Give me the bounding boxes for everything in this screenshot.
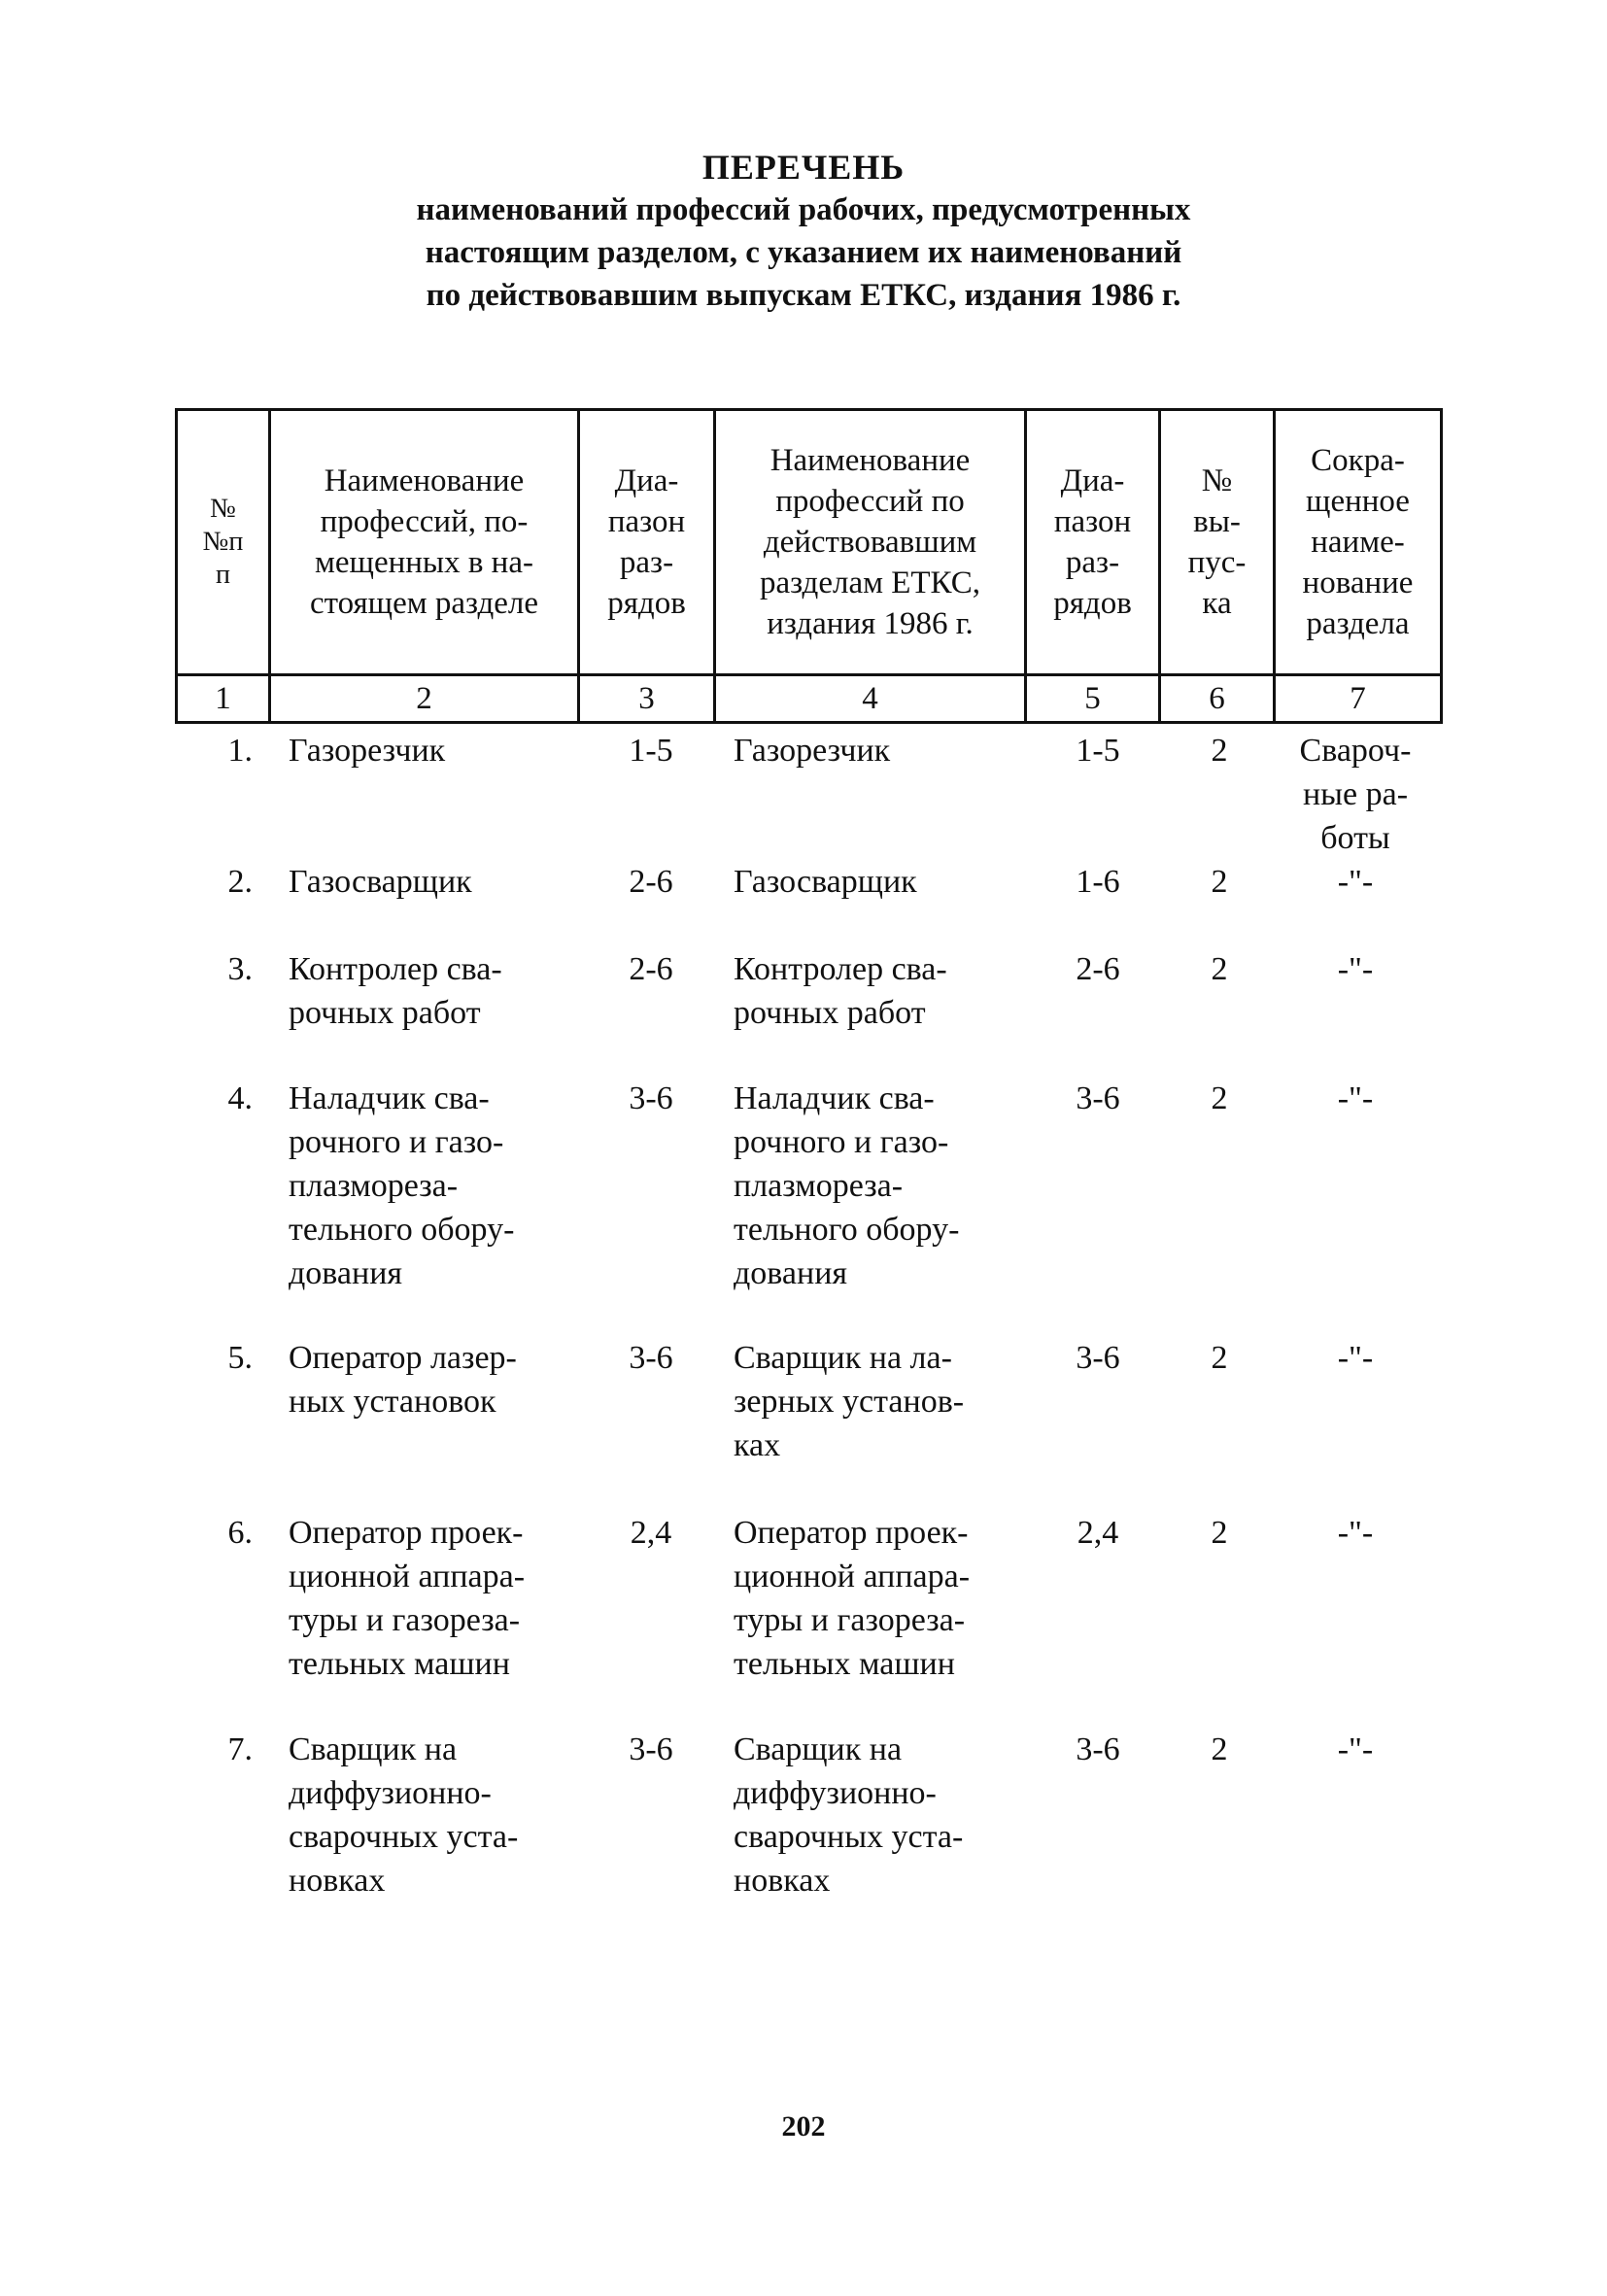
profession-name-line: ных установок — [289, 1384, 496, 1420]
issue-number: 2 — [1211, 1340, 1228, 1376]
old-profession-name-line: ционной аппара- — [734, 1559, 971, 1594]
title-line-1: ПЕРЕЧЕНЬ — [701, 148, 906, 187]
old-profession-name-line: сварочных уста- — [734, 1819, 964, 1855]
old-profession-name-line: дования — [734, 1255, 848, 1291]
grade-range: 3-6 — [629, 1340, 673, 1376]
header-cell-name: Наименование профессий, по- мещенных в на- стоящем разделе — [270, 410, 579, 675]
grade-range: 2-6 — [629, 951, 673, 987]
old-profession-name-line: Сварщик на ла- — [734, 1340, 952, 1376]
section-name-line: -"- — [1337, 1080, 1374, 1116]
old-profession-name — [734, 947, 1044, 1035]
row-number: 3. — [227, 951, 253, 987]
section-name-line: -"- — [1337, 1731, 1374, 1767]
profession-name-line: Газорезчик — [289, 733, 446, 769]
profession-name-line: тельного обору- — [289, 1212, 515, 1248]
row-number: 2. — [227, 864, 253, 900]
grade-range: 1-5 — [629, 733, 673, 769]
document-title — [0, 146, 1607, 317]
issue-number: 2 — [1211, 1515, 1228, 1551]
header-cell-number: № №п п — [177, 410, 270, 675]
row-number: 7. — [227, 1731, 253, 1767]
old-profession-name — [734, 1077, 1044, 1295]
old-profession-name-line: рочных работ — [734, 995, 926, 1031]
old-profession-name-line: тельных машин — [734, 1646, 955, 1682]
section-name-line: боты — [1320, 820, 1390, 856]
profession-name-line: новках — [289, 1863, 386, 1899]
title-line-2: наименований профессий рабочих, предусмотренных — [416, 192, 1191, 227]
old-grade-range: 3-6 — [1076, 1731, 1120, 1767]
old-profession-name-line: тельного обору- — [734, 1212, 960, 1248]
issue-number: 2 — [1211, 733, 1228, 769]
section-name — [1282, 1336, 1428, 1380]
profession-name — [289, 947, 599, 1035]
old-profession-name — [734, 1336, 1044, 1467]
row-number: 5. — [227, 1340, 253, 1376]
section-name — [1282, 1511, 1428, 1555]
profession-name-line: рочных работ — [289, 995, 481, 1031]
section-name-line: -"- — [1337, 864, 1374, 900]
issue-number: 2 — [1211, 1731, 1228, 1767]
profession-name-line: плазмореза- — [289, 1168, 459, 1204]
profession-name-line: тельных машин — [289, 1646, 510, 1682]
old-profession-name-line: Оператор проек- — [734, 1515, 969, 1551]
section-name-line: -"- — [1337, 1515, 1374, 1551]
old-profession-name — [734, 729, 1044, 772]
section-name — [1282, 729, 1428, 860]
section-name-line: Свароч- — [1299, 733, 1412, 769]
section-name — [1282, 1728, 1428, 1771]
profession-name — [289, 1728, 599, 1902]
old-profession-name-line: Газорезчик — [734, 733, 891, 769]
profession-name-line: рочного и газо- — [289, 1124, 504, 1160]
row-number: 1. — [227, 733, 253, 769]
old-profession-name-line: зерных установ- — [734, 1384, 965, 1420]
grade-range: 2,4 — [630, 1515, 672, 1551]
profession-name — [289, 1077, 599, 1295]
header-cell-section: Сокра- щенное наиме- нование раздела — [1275, 410, 1442, 675]
old-profession-name-line: новках — [734, 1863, 831, 1899]
old-profession-name-line: Наладчик сва- — [734, 1080, 935, 1116]
profession-name-line: сварочных уста- — [289, 1819, 519, 1855]
column-number: 1 — [177, 675, 270, 723]
grade-range: 3-6 — [629, 1080, 673, 1116]
profession-name — [289, 1336, 599, 1423]
profession-name-line: туры и газореза- — [289, 1602, 521, 1638]
profession-name-line: Газосварщик — [289, 864, 472, 900]
column-number-row — [177, 675, 1442, 723]
old-grade-range: 3-6 — [1076, 1080, 1120, 1116]
column-number: 7 — [1275, 675, 1442, 723]
issue-number: 2 — [1211, 864, 1228, 900]
old-grade-range: 3-6 — [1076, 1340, 1120, 1376]
section-name-line: -"- — [1337, 951, 1374, 987]
old-profession-name — [734, 1728, 1044, 1902]
column-number: 6 — [1160, 675, 1275, 723]
profession-name-line: диффузионно- — [289, 1775, 492, 1811]
issue-number: 2 — [1211, 951, 1228, 987]
profession-name — [289, 860, 599, 904]
section-name — [1282, 947, 1428, 991]
profession-name-line: дования — [289, 1255, 403, 1291]
grade-range: 2-6 — [629, 864, 673, 900]
old-grade-range: 2,4 — [1077, 1515, 1119, 1551]
profession-name-line: ционной аппара- — [289, 1559, 526, 1594]
section-name-line: -"- — [1337, 1340, 1374, 1376]
old-profession-name — [734, 1511, 1044, 1686]
section-name-line: ные ра- — [1302, 776, 1409, 812]
profession-name-line: Сварщик на — [289, 1731, 458, 1767]
old-profession-name — [734, 860, 1044, 904]
old-profession-name-line: ках — [734, 1427, 781, 1463]
issue-number: 2 — [1211, 1080, 1228, 1116]
column-number: 3 — [579, 675, 715, 723]
section-name — [1282, 860, 1428, 904]
row-number: 4. — [227, 1080, 253, 1116]
column-number: 5 — [1026, 675, 1160, 723]
old-grade-range: 1-6 — [1076, 864, 1120, 900]
title-line-3: настоящим разделом, с указанием их наименований — [425, 235, 1182, 270]
header-cell-range: Диа- пазон раз- рядов — [579, 410, 715, 675]
header-cell-old-range: Диа- пазон раз- рядов — [1026, 410, 1160, 675]
column-number: 2 — [270, 675, 579, 723]
profession-name-line: Оператор лазер- — [289, 1340, 517, 1376]
old-profession-name-line: Сварщик на — [734, 1731, 903, 1767]
section-name — [1282, 1077, 1428, 1120]
header-cell-issue: № вы- пус- ка — [1160, 410, 1275, 675]
profession-name-line: Наладчик сва- — [289, 1080, 490, 1116]
table-header — [175, 408, 1443, 724]
header-row — [177, 410, 1442, 675]
old-profession-name-line: Контролер сва- — [734, 951, 947, 987]
profession-name — [289, 1511, 599, 1686]
page-number: 202 — [781, 2110, 826, 2142]
old-profession-name-line: диффузионно- — [734, 1775, 937, 1811]
profession-name-line: Оператор проек- — [289, 1515, 524, 1551]
old-profession-name-line: рочного и газо- — [734, 1124, 949, 1160]
old-profession-name-line: туры и газореза- — [734, 1602, 966, 1638]
old-grade-range: 2-6 — [1076, 951, 1120, 987]
header-cell-old-name: Наименование профессий по действовавшим разделам ЕТКС, издания 1986 г. — [715, 410, 1026, 675]
old-grade-range: 1-5 — [1076, 733, 1120, 769]
row-number: 6. — [227, 1515, 253, 1551]
column-number: 4 — [715, 675, 1026, 723]
profession-name-line: Контролер сва- — [289, 951, 502, 987]
old-profession-name-line: плазмореза- — [734, 1168, 904, 1204]
profession-name — [289, 729, 599, 772]
title-line-4: по действовавшим выпускам ЕТКС, издания 1986 г. — [426, 278, 1181, 313]
old-profession-name-line: Газосварщик — [734, 864, 917, 900]
grade-range: 3-6 — [629, 1731, 673, 1767]
